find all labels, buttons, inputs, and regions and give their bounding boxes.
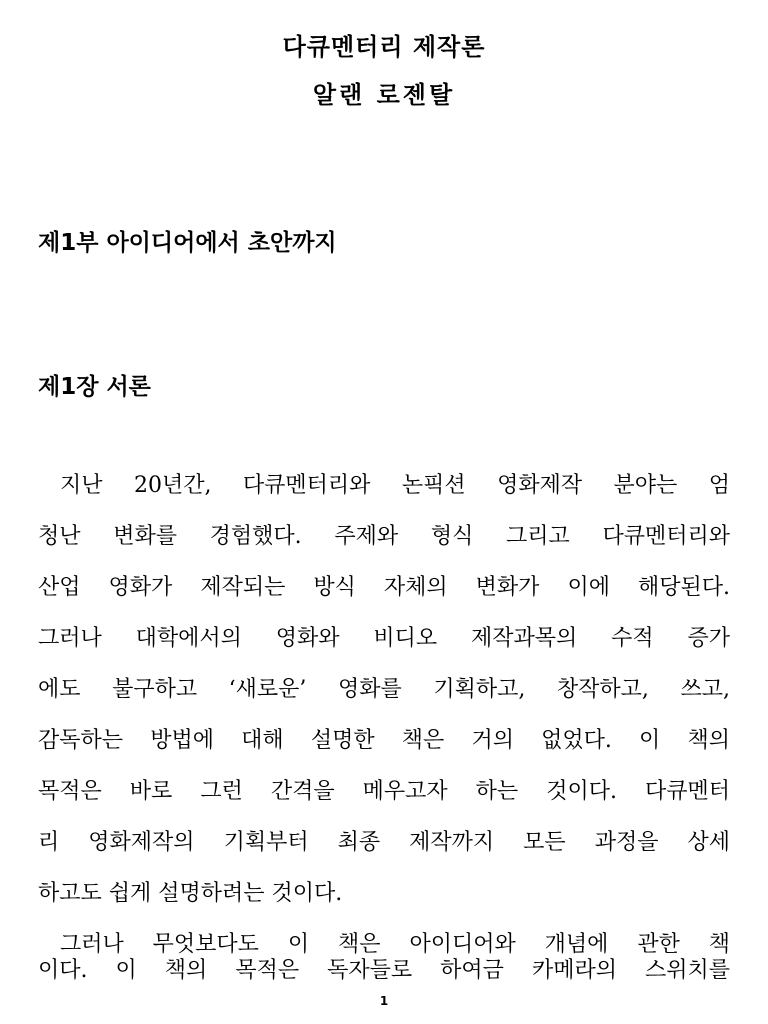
body-line: 하고도 쉽게 설명하려는 것이다. [38,881,343,906]
body-line: 그러나 대학에서의 영화와 비디오 제작과목의 수적 증가 [38,626,730,651]
body-line: 리 영화제작의 기획부터 최종 제작까지 모든 과정을 상세 [38,830,730,855]
body-line: 이다. 이 책의 목적은 독자들로 하여금 카메라의 스위치를 [38,958,730,983]
page-number: 1 [379,994,389,1008]
document-title: 다큐멘터리 제작론 [282,33,486,61]
chapter-heading: 제1장 서론 [38,374,151,400]
body-line: 산업 영화가 제작되는 방식 자체의 변화가 이에 해당된다. [38,575,730,600]
body-line: 에도 불구하고 ‘새로운’ 영화를 기획하고, 창작하고, 쓰고, [38,677,730,702]
body-line: 지난 20년간, 다큐멘터리와 논픽션 영화제작 분야는 엄 [60,473,730,498]
body-line: 그러나 무엇보다도 이 책은 아이디어와 개념에 관한 책 [60,932,730,957]
body-line: 감독하는 방법에 대해 설명한 책은 거의 없었다. 이 책의 [38,728,730,753]
body-line: 목적은 바로 그런 간격을 메우고자 하는 것이다. 다큐멘터 [38,779,730,804]
document-author: 알랜 로젠탈 [312,81,456,109]
part-heading: 제1부 아이디어에서 초안까지 [38,230,337,256]
body-line: 청난 변화를 경험했다. 주제와 형식 그리고 다큐멘터리와 [38,524,730,549]
